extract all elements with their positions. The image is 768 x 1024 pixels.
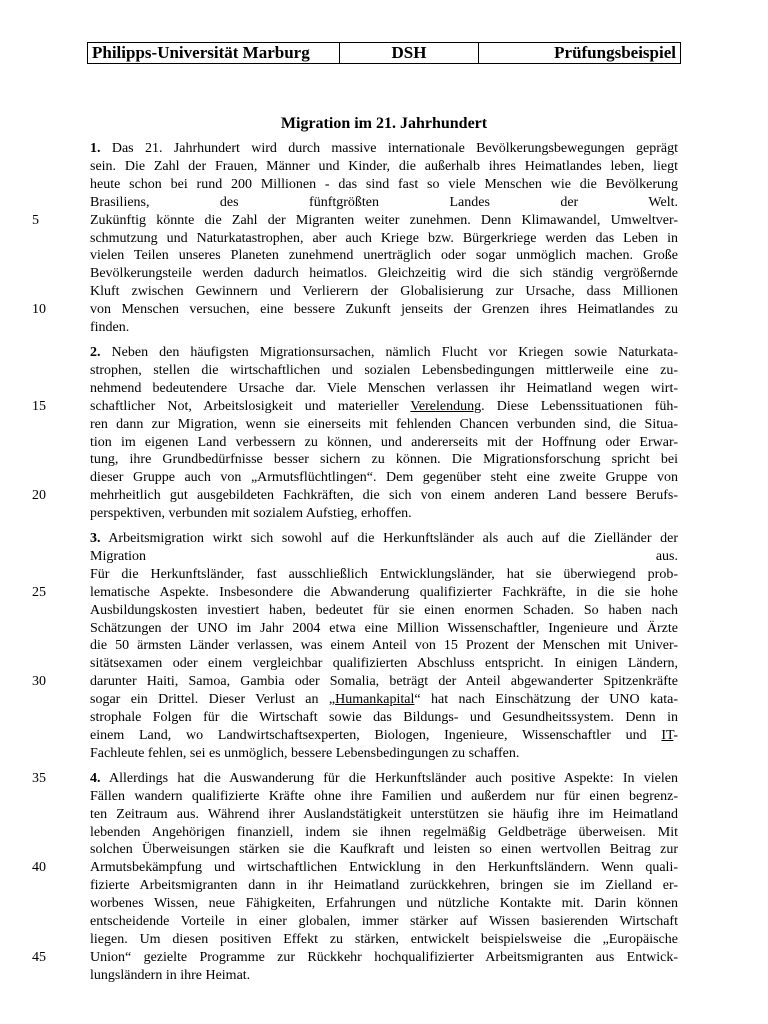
text-line bbox=[32, 949, 678, 967]
text-line bbox=[90, 691, 678, 709]
text-line bbox=[90, 548, 678, 566]
text-line bbox=[90, 620, 678, 638]
header-row bbox=[88, 43, 681, 64]
header-exam: DSH bbox=[340, 43, 479, 64]
line-number: 10 bbox=[32, 302, 46, 318]
text-line bbox=[32, 301, 678, 319]
paragraph bbox=[32, 344, 678, 523]
text-segment: Union“ gezielte Programme zur Rückkehr hochqualifizierter Arbeitsmigranten aus Entwick- bbox=[90, 949, 678, 965]
paragraph-number: 3. bbox=[90, 531, 101, 547]
text-segment: lungsländern in ihre Heimat. bbox=[90, 967, 251, 983]
text-segment: fizierte Arbeitsmigranten dann in ihr Heimatland zurückkehren, bringen sie im Zielland er- bbox=[90, 878, 678, 894]
text-segment: Für die Herkunftsländer, fast ausschließlich Entwicklungsländer, hat sie überwiegend prob- bbox=[90, 566, 678, 582]
header-table bbox=[87, 42, 681, 64]
text-line bbox=[90, 895, 678, 913]
text-line bbox=[90, 602, 678, 620]
text-line bbox=[90, 727, 678, 745]
text-segment: - bbox=[673, 728, 678, 743]
text-line bbox=[32, 770, 678, 788]
text-line bbox=[90, 344, 678, 362]
paragraph bbox=[32, 770, 678, 985]
text-line bbox=[90, 967, 678, 985]
text-line bbox=[90, 566, 678, 584]
text-segment: . Diese Lebenssituationen füh- bbox=[481, 398, 678, 414]
text-line bbox=[90, 806, 678, 824]
paragraph bbox=[32, 140, 678, 337]
underlined-term: IT bbox=[661, 728, 674, 743]
text-line bbox=[32, 398, 678, 416]
text-line bbox=[90, 434, 678, 452]
text-line bbox=[32, 212, 678, 230]
text-segment: Arbeitsmigration wirkt sich sowohl auf die Herkunftsländer als auch auf die Zielländer der bbox=[100, 531, 678, 547]
text-segment: Schätzungen der UNO im Jahr 2004 etwa eine Million Wissenschaftler, Ingenieure und Ärzte bbox=[90, 620, 678, 636]
text-line bbox=[90, 380, 678, 398]
text-segment: einem Land, wo Landwirtschaftsexperten, Biologen, Ingenieure, Wissenschaftler und bbox=[90, 728, 662, 743]
paragraph-number: 4. bbox=[90, 770, 101, 786]
text-segment: nehmend bedeutendere Ursache dar. Viele Menschen verlassen ihr Heimatland wegen wirt- bbox=[90, 380, 678, 396]
text-segment: lematische Aspekte. Insbesondere die Abwanderung qualifizierter Fachkräfte, in die sie hohe bbox=[90, 584, 678, 600]
text-line bbox=[90, 788, 678, 806]
text-segment: entscheidende Vorteile in einer globalen, immer stärker auf Wissen basierenden Wirtschaft bbox=[90, 914, 678, 930]
text-line bbox=[90, 265, 678, 283]
text-line bbox=[90, 877, 678, 895]
text-line bbox=[90, 841, 678, 859]
line-number: 15 bbox=[32, 398, 46, 414]
paragraph-number: 1. bbox=[90, 141, 101, 156]
text-segment: heute schon bei rund 200 Millionen - das sind fast so viele Menschen wie die Bevölkerung bbox=[90, 176, 678, 192]
text-segment: “ hat nach Einschätzung der UNO kata- bbox=[414, 692, 678, 708]
text-segment: sitätsexamen oder einem vergleichbar qualifizierten Abschluss entspricht. In einigen Ländern, bbox=[90, 656, 678, 672]
text-line bbox=[90, 745, 678, 763]
text-line bbox=[90, 505, 678, 523]
text-segment: vielen Teilen unseres Planeten zunehmend unerträglich oder sogar unmöglich machen. Große bbox=[90, 248, 678, 264]
text-segment: Das 21. Jahrhundert wird durch massive internationale Bevölkerungsbewegungen geprägt bbox=[100, 141, 678, 156]
text-line bbox=[90, 931, 678, 949]
text-segment: solchen Überweisungen stärken sie die Kaufkraft und leisten so einen wertvollen Beitrag zur bbox=[90, 842, 678, 858]
document-body bbox=[32, 140, 678, 992]
text-segment: worbenes Wissen, neue Fähigkeiten, Erfahrungen und nützliche Kontakte mit. Darin können bbox=[90, 896, 678, 912]
text-segment: ten Zeitraum aus. Während ihrer Auslandstätigkeit unterstützen sie häufig ihre im Heimatland bbox=[90, 806, 678, 822]
text-line bbox=[90, 469, 678, 487]
underlined-term: Verelendung bbox=[410, 398, 482, 414]
text-line bbox=[90, 913, 678, 931]
text-segment: Fachleute fehlen, sei es unmöglich, bessere Lebensbedingungen zu schaffen. bbox=[90, 745, 520, 761]
text-segment: Neben den häufigsten Migrationsursachen, nämlich Flucht vor Kriegen sowie Naturkata- bbox=[100, 344, 678, 360]
line-number: 30 bbox=[32, 674, 46, 690]
line-number: 5 bbox=[32, 212, 39, 228]
line-number: 25 bbox=[32, 584, 46, 600]
text-line bbox=[90, 140, 678, 158]
underlined-term: Humankapital bbox=[335, 692, 415, 708]
text-segment: finden. bbox=[90, 320, 130, 336]
header-institution: Philipps-Universität Marburg bbox=[88, 43, 340, 64]
text-line bbox=[90, 319, 678, 337]
text-line bbox=[90, 283, 678, 301]
paragraph bbox=[32, 530, 678, 763]
text-segment: tion im eigenen Land verbessern zu können, und andererseits mit der Hoffnung oder Erwar- bbox=[90, 434, 678, 450]
text-segment: liegen. Um diesen positiven Effekt zu stärken, entwickelt beispielsweise die „Europäische bbox=[90, 931, 678, 947]
document-title: Migration im 21. Jahrhundert bbox=[280, 115, 488, 132]
text-line bbox=[90, 655, 678, 673]
text-line bbox=[32, 859, 678, 877]
text-segment: schmutzung und Naturkatastrophen, aber auch Kriege bzw. Bürgerkriege werden das Leben in bbox=[90, 230, 678, 246]
text-segment: die 50 ärmsten Länder verlassen, was einem Anteil von 15 Prozent der Menschen mit Univer- bbox=[90, 638, 678, 654]
text-segment: Kluft zwischen Gewinnern und Verlierern der Globalisierung zur Ursache, dass Millionen bbox=[90, 284, 678, 300]
line-number: 45 bbox=[32, 949, 46, 965]
paragraph-number: 2. bbox=[90, 344, 101, 360]
text-line bbox=[32, 584, 678, 602]
text-line bbox=[90, 176, 678, 194]
text-segment: sein. Die Zahl der Frauen, Männer und Kinder, die außerhalb ihres Heimatlandes leben, liegt bbox=[90, 158, 678, 174]
text-segment: lebenden Angehörigen finanziell, indem sie ihnen regelmäßig Geldbeträge überweisen. Mit bbox=[90, 824, 678, 840]
text-segment: Ausbildungskosten investiert haben, bedeutet für sie einen enormen Schaden. So haben nach bbox=[90, 602, 678, 618]
text-line bbox=[90, 362, 678, 380]
text-line bbox=[90, 824, 678, 842]
text-segment: strophale Folgen für die Wirtschaft sowie das Bildungs- und Gesundheitssystem. Denn in bbox=[90, 710, 678, 726]
text-line bbox=[90, 451, 678, 469]
text-segment: dieser Gruppe auch von „Armutsflüchtlingen“. Dem gegenüber steht eine zweite Gruppe von bbox=[90, 470, 678, 486]
header-type: Prüfungsbeispiel bbox=[479, 43, 681, 64]
line-number: 35 bbox=[32, 770, 46, 786]
text-line bbox=[90, 709, 678, 727]
text-line bbox=[90, 247, 678, 265]
text-line bbox=[90, 637, 678, 655]
line-number: 40 bbox=[32, 860, 46, 876]
text-segment: sogar ein Drittel. Dieser Verlust an „ bbox=[90, 692, 336, 708]
text-line bbox=[32, 673, 678, 691]
text-segment: Armutsbekämpfung und wirtschaftlichen Entwicklung in den Herkunftsländern. Wenn quali- bbox=[90, 860, 678, 876]
text-line bbox=[90, 194, 678, 212]
text-segment: tung, ihre Grundbedürfnisse besser sichern zu können. Die Migrationsforschung spricht bei bbox=[90, 452, 678, 468]
text-segment: von Menschen versuchen, eine bessere Zukunft jenseits der Grenzen ihres Heimatlandes zu bbox=[90, 302, 678, 318]
text-segment: strophen, stellen die wirtschaftlichen und sozialen Lebensbedingungen mittlerweile eine zu- bbox=[90, 362, 678, 378]
text-segment: Allerdings hat die Auswanderung für die Herkunftsländer auch positive Aspekte: In vielen bbox=[100, 770, 678, 786]
line-number: 20 bbox=[32, 488, 46, 504]
text-segment: ren dann zur Migration, wenn sie einerseits mit fehlenden Chancen verbunden sind, die Situa- bbox=[90, 416, 678, 432]
text-line bbox=[90, 416, 678, 434]
text-segment: Fällen wandern qualifizierte Kräfte ohne ihre Familien und außerdem nur für einen begrenz- bbox=[90, 788, 678, 804]
text-segment: darunter Haiti, Samoa, Gambia oder Somalia, beträgt der Anteil abgewanderter Spitzenkräfte bbox=[90, 674, 678, 690]
text-segment: Zukünftig könnte die Zahl der Migranten weiter zunehmen. Denn Klimawandel, Umweltver- bbox=[90, 212, 678, 228]
text-line bbox=[90, 158, 678, 176]
text-segment: Migration aus. bbox=[90, 548, 678, 564]
text-line bbox=[90, 230, 678, 248]
text-line bbox=[32, 487, 678, 505]
text-segment: Bevölkerungsteile werden dadurch heimatlos. Gleichzeitig wird die sich ständig vergrößernde bbox=[90, 266, 678, 282]
text-segment: mehrheitlich gut ausgebildeten Fachkräften, die sich von einem anderen Land bessere Berufs- bbox=[90, 488, 678, 504]
text-segment: Brasiliens, des fünftgrößten Landes der Welt. bbox=[90, 194, 678, 210]
text-segment: perspektiven, verbunden mit sozialem Aufstieg, erhoffen. bbox=[90, 506, 412, 522]
text-segment: schaftlicher Not, Arbeitslosigkeit und materieller bbox=[90, 398, 411, 414]
text-line bbox=[90, 530, 678, 548]
